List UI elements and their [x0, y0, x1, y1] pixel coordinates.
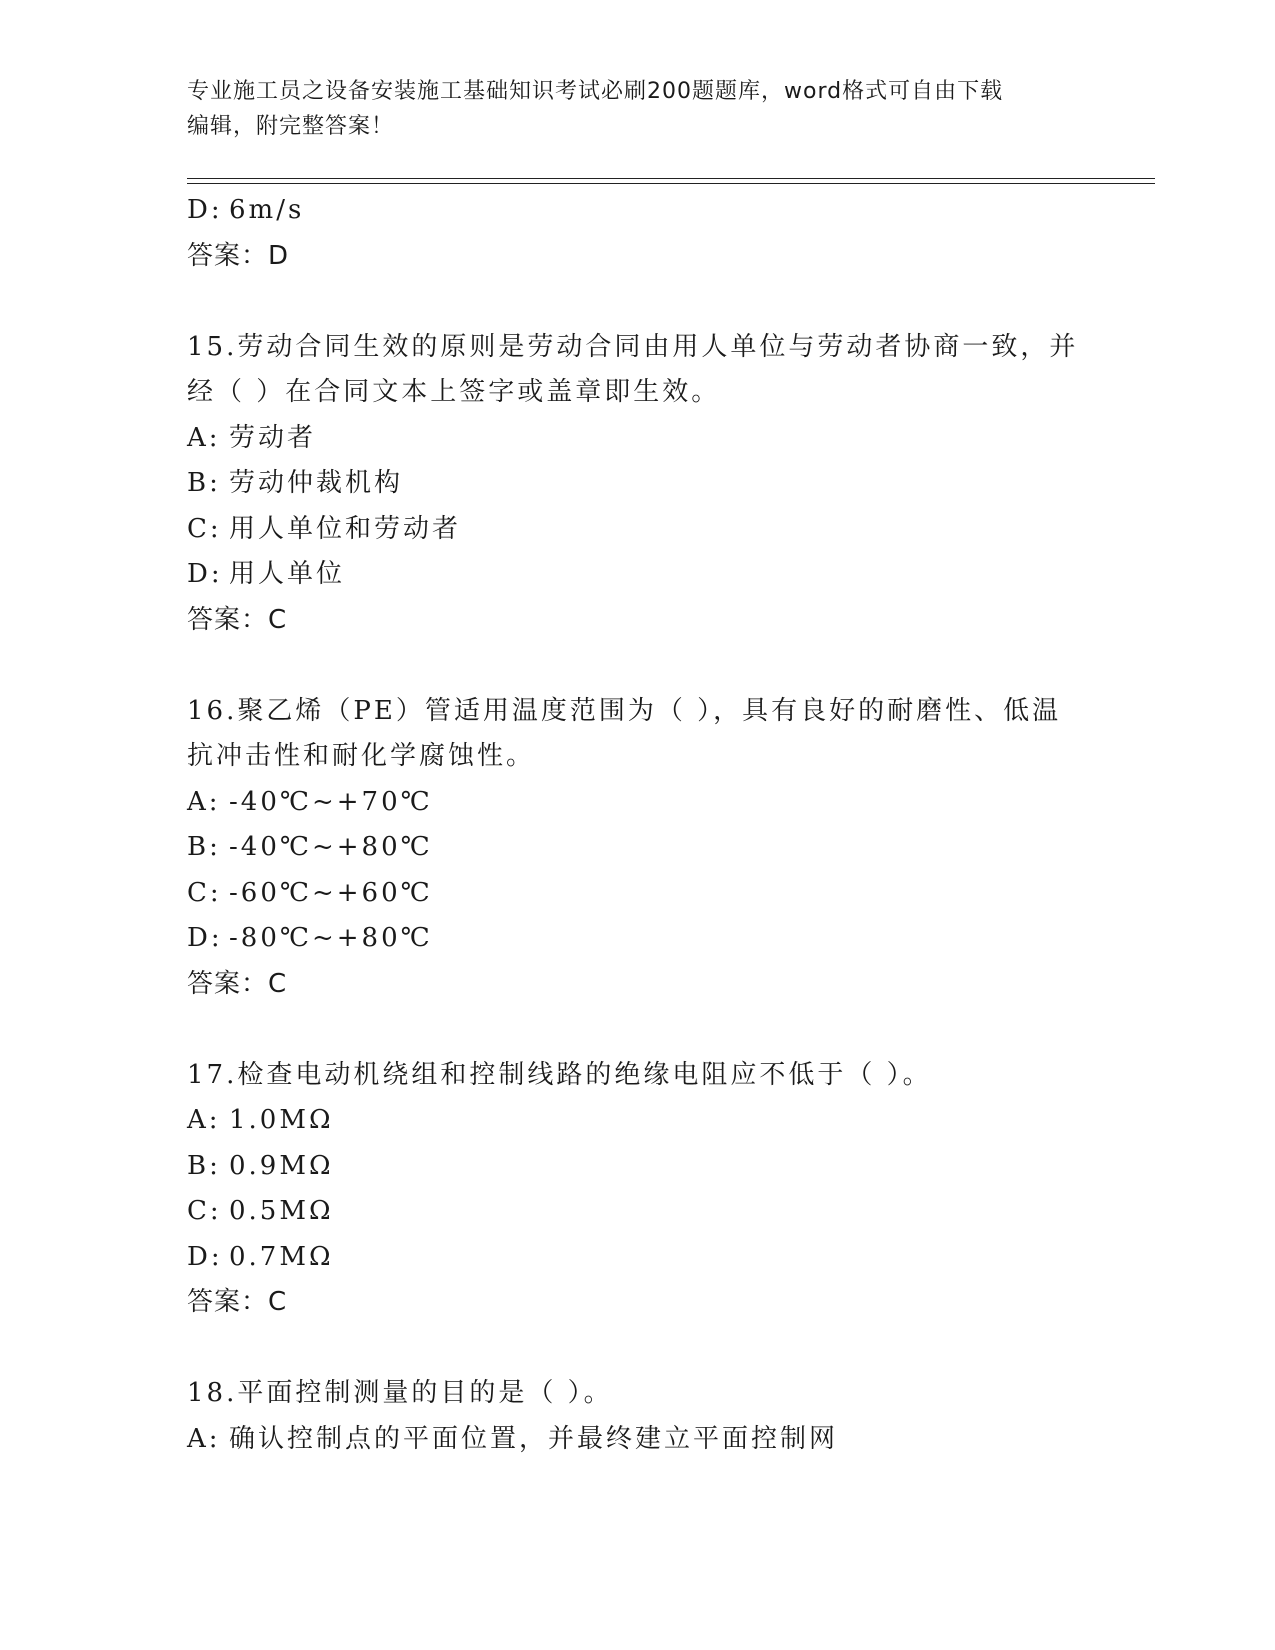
option-text: 用人单位 — [229, 559, 346, 589]
q18-option-a — [187, 1417, 1087, 1463]
q15-stem-line-1: 15.劳动合同生效的原则是劳动合同由用人单位与劳动者协商一致，并 — [187, 331, 1079, 362]
q16-option-b — [187, 825, 1087, 871]
option-text: -60℃~+60℃ — [229, 877, 433, 908]
q17-option-b — [187, 1144, 1087, 1190]
q16-option-d — [187, 916, 1087, 962]
option-text: 确认控制点的平面位置，并最终建立平面控制网 — [229, 1423, 839, 1454]
option-label: C: — [187, 513, 222, 544]
option-text: 用人单位和劳动者 — [229, 513, 462, 544]
option-label: B: — [187, 1150, 221, 1181]
q16-stem-line-2: 抗冲击性和耐化学腐蚀性。 — [187, 741, 536, 771]
option-text: 劳动者 — [229, 422, 317, 453]
option-text: 劳动仲裁机构 — [229, 468, 404, 498]
option-label: D: — [187, 559, 223, 589]
q15-stem-line-2: 经（ ）在合同文本上签字或盖章即生效。 — [187, 377, 721, 407]
question-list — [187, 188, 1087, 1462]
q15-option-a — [187, 416, 1087, 462]
option-text: 1.0MΩ — [229, 1105, 334, 1135]
option-label: D: — [187, 1241, 223, 1272]
q16-answer: 答案：C — [187, 968, 288, 999]
q17-stem-line-1: 17.检查电动机绕组和控制线路的绝缘电阻应不低于（ ）。 — [187, 1059, 932, 1090]
option-text: -40℃~+80℃ — [229, 832, 433, 862]
option-label: A: — [187, 422, 221, 453]
header-rule-top — [187, 178, 1155, 179]
option-text: 6m/s — [229, 195, 305, 225]
option-label: A: — [187, 1423, 221, 1454]
q17-option-a — [187, 1098, 1087, 1144]
q15-option-b — [187, 461, 1087, 507]
option-text: -80℃~+80℃ — [229, 923, 433, 953]
document-header — [187, 74, 1067, 144]
option-text: 0.5MΩ — [229, 1196, 334, 1226]
q14-option-d — [187, 188, 1087, 234]
q16-option-c — [187, 871, 1087, 917]
header-rule-bottom — [187, 183, 1155, 184]
option-label: A: — [187, 786, 221, 817]
option-text: -40℃~+70℃ — [229, 786, 433, 817]
q17-answer: 答案：C — [187, 1287, 288, 1317]
option-text: 0.7MΩ — [229, 1241, 334, 1272]
spacer — [187, 1326, 1087, 1372]
option-text: 0.9MΩ — [229, 1150, 334, 1181]
q17-option-d — [187, 1235, 1087, 1281]
q16-stem-line-1: 16.聚乙烯（PE）管适用温度范围为（ ），具有良好的耐磨性、低温 — [187, 695, 1062, 726]
header-line-2: 编辑，附完整答案！ — [187, 114, 395, 139]
header-line-1: 专业施工员之设备安装施工基础知识考试必刷200题题库，word格式可自由下载 — [187, 79, 1004, 104]
option-label: D: — [187, 923, 223, 953]
q15-answer: 答案：C — [187, 604, 288, 635]
option-label: A: — [187, 1105, 221, 1135]
q16-option-a — [187, 780, 1087, 826]
spacer — [187, 1007, 1087, 1053]
option-label: D: — [187, 195, 223, 225]
option-label: C: — [187, 877, 222, 908]
q18-stem-line-1: 18.平面控制测量的目的是（ ）。 — [187, 1378, 613, 1408]
q17-option-c — [187, 1189, 1087, 1235]
q14-answer: 答案：D — [187, 240, 290, 271]
q15-option-c — [187, 507, 1087, 553]
spacer — [187, 279, 1087, 325]
option-label: B: — [187, 468, 221, 498]
option-label: C: — [187, 1196, 222, 1226]
option-label: B: — [187, 832, 221, 862]
q15-option-d — [187, 552, 1087, 598]
spacer — [187, 643, 1087, 689]
